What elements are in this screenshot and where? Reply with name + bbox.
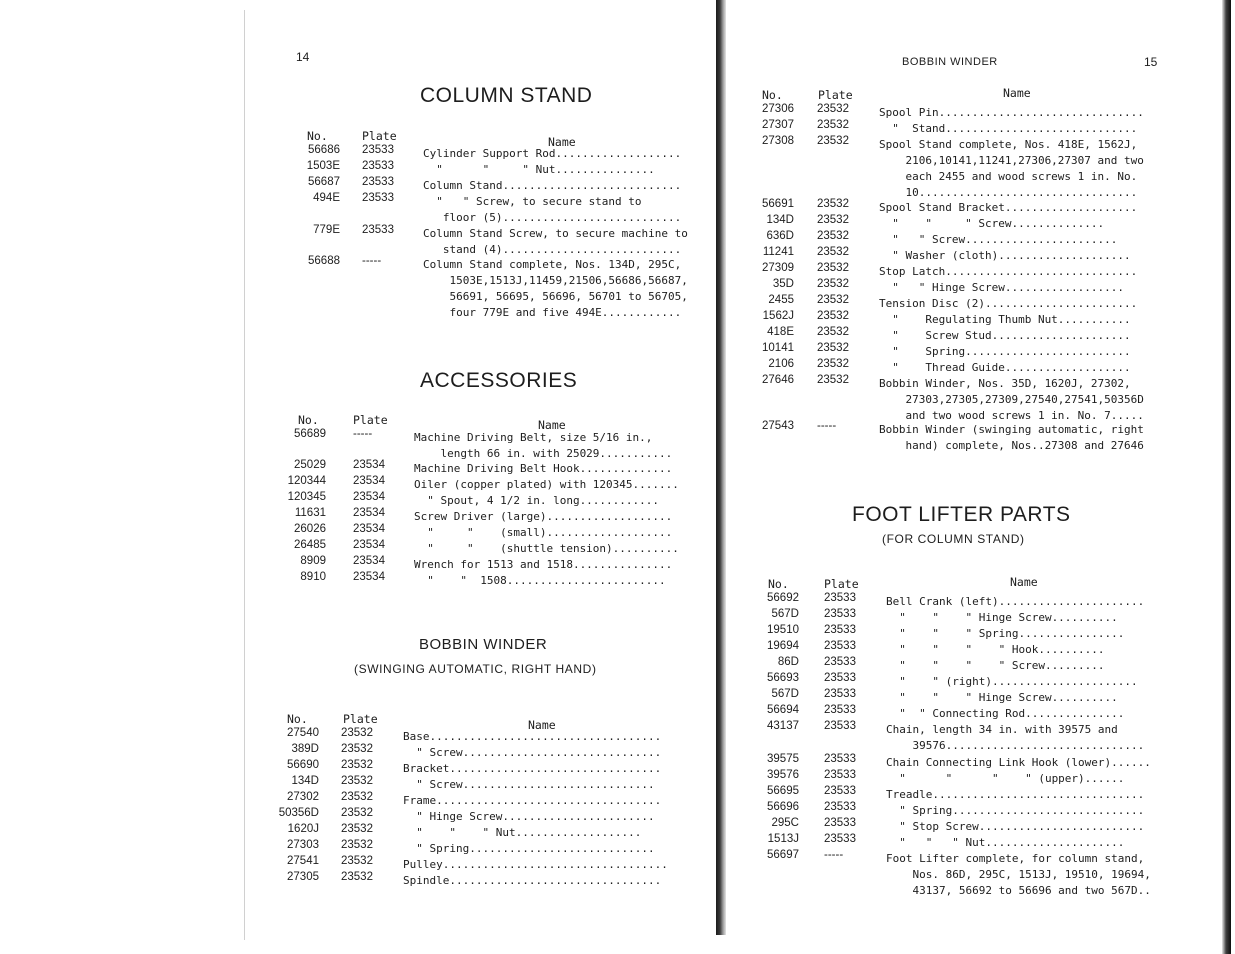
plate-number: 23532 [817, 262, 849, 274]
part-name: Machine Driving Belt Hook.............. [414, 462, 673, 475]
part-number: 120345 [287, 491, 326, 503]
section-title-column-stand: COLUMN STAND [420, 84, 593, 107]
part-number: 43137 [767, 720, 799, 732]
plate-number: 23532 [341, 791, 373, 803]
part-number: 56688 [308, 255, 340, 267]
plate-number: 23532 [817, 342, 849, 354]
part-name: Spool Stand complete, Nos. 418E, 1562J, 2106,10141,11241,27306,27307 and two each 2455 and wood screws 1 in. No. 10................................. [879, 138, 1144, 199]
part-name: " Screw.............................. [403, 746, 662, 759]
part-number: 56694 [767, 704, 799, 716]
plate-number: 23534 [353, 571, 385, 583]
part-name: Pulley.................................. [403, 858, 668, 871]
part-name: Spool Stand Bracket.................... [879, 201, 1138, 214]
part-number: 27543 [762, 420, 794, 432]
part-name: " " " Spring................ [886, 627, 1125, 640]
part-name: " " 1508........................ [414, 574, 666, 587]
part-number: 56695 [767, 785, 799, 797]
part-name: Cylinder Support Rod................... " " " Nut............... [423, 147, 682, 176]
part-name: Machine Driving Belt, size 5/16 in., length 66 in. with 25029........... [414, 431, 673, 460]
part-number: 35D [772, 278, 794, 290]
part-number: 39576 [767, 769, 799, 781]
column-header-plate: Plate [824, 577, 859, 591]
part-number: 2455 [768, 294, 794, 306]
section-subtitle-foot-lifter: (FOR COLUMN STAND) [882, 532, 1025, 546]
plate-number: 23532 [341, 759, 373, 771]
plate-number: 23532 [817, 198, 849, 210]
part-name: Bracket................................ [403, 762, 662, 775]
part-number: 2106 [768, 358, 794, 370]
part-number: 567D [771, 608, 799, 620]
plate-number: 23532 [341, 743, 373, 755]
plate-number: 23532 [341, 823, 373, 835]
part-number: 27306 [762, 103, 794, 115]
page-edge-line [244, 10, 245, 940]
part-name: " Spout, 4 1/2 in. long............ [414, 494, 660, 507]
part-name: " Spring............................ [403, 842, 655, 855]
plate-number: 23533 [824, 785, 856, 797]
plate-number: 23532 [341, 775, 373, 787]
part-name: " " (shuttle tension).......... [414, 542, 679, 555]
part-number: 26026 [294, 523, 326, 535]
plate-number: 23534 [353, 491, 385, 503]
part-name: " Regulating Thumb Nut........... [879, 313, 1131, 326]
plate-number: 23533 [824, 817, 856, 829]
plate-number: 23533 [362, 224, 394, 236]
section-title-foot-lifter: FOOT LIFTER PARTS [852, 503, 1071, 526]
column-header-name: Name [1010, 575, 1038, 589]
part-number: 19694 [767, 640, 799, 652]
part-name: " " " " Hook.......... [886, 643, 1105, 656]
plate-number: 23532 [341, 807, 373, 819]
part-number: 56690 [287, 759, 319, 771]
part-number: 295C [771, 817, 799, 829]
part-name: Chain Connecting Link Hook (lower)...... [886, 756, 1151, 769]
part-number: 1620J [287, 823, 319, 835]
part-name: Wrench for 1513 and 1518............... [414, 558, 673, 571]
plate-number: 23532 [817, 103, 849, 115]
part-name: " " Screw....................... [879, 233, 1118, 246]
part-number: 26485 [294, 539, 326, 551]
part-number: 120344 [287, 475, 326, 487]
part-name: " " " Nut..................... [886, 836, 1125, 849]
part-name: " Screw............................. [403, 778, 655, 791]
plate-number: 23533 [362, 192, 394, 204]
part-name: Tension Disc (2)....................... [879, 297, 1138, 310]
part-number: 56691 [762, 198, 794, 210]
plate-number: 23534 [353, 539, 385, 551]
plate-number: 23533 [824, 688, 856, 700]
column-header-name: Name [528, 718, 556, 732]
plate-number: 23533 [362, 176, 394, 188]
plate-number: 23532 [341, 727, 373, 739]
column-header-name: Name [538, 418, 566, 432]
part-name: Frame.................................. [403, 794, 662, 807]
part-number: 86D [777, 656, 799, 668]
column-header-no: No. [762, 88, 783, 102]
part-name: " Stop Screw......................... [886, 820, 1145, 833]
part-name: " " " " Screw......... [886, 659, 1105, 672]
plate-number: 23533 [824, 801, 856, 813]
part-name: " " (right)...................... [886, 675, 1138, 688]
section-title-accessories: ACCESSORIES [420, 369, 578, 392]
plate-number: 23533 [824, 608, 856, 620]
part-name: Column Stand complete, Nos. 134D, 295C, 1503E,1513J,11459,21506,56686,56687, 56691, 56695, 56696, 56701 to 56705, four 779E and five 494E............ [423, 258, 688, 319]
part-number: 27302 [287, 791, 319, 803]
part-name: Chain, length 34 in. with 39575 and 39576.............................. [886, 723, 1145, 752]
column-header-name: Name [548, 135, 576, 149]
plate-number: 23533 [824, 753, 856, 765]
plate-number: 23533 [824, 624, 856, 636]
section-title-bobbin-winder: BOBBIN WINDER [419, 636, 548, 653]
part-name: Oiler (copper plated) with 120345....... [414, 478, 679, 491]
plate-number: 23532 [817, 246, 849, 258]
column-header-plate: Plate [343, 712, 378, 726]
column-header-no: No. [307, 129, 328, 143]
part-number: 25029 [294, 459, 326, 471]
part-name: Column Stand Screw, to secure machine to stand (4)........................... [423, 227, 688, 256]
plate-number: ----- [362, 255, 382, 267]
part-number: 56692 [767, 592, 799, 604]
part-name: Foot Lifter complete, for column stand, Nos. 86D, 295C, 1513J, 19510, 19694, 43137, 56692 to 56696 and two 567D.. [886, 852, 1151, 897]
plate-number: ----- [824, 849, 844, 861]
part-number: 56696 [767, 801, 799, 813]
column-header-plate: Plate [353, 413, 388, 427]
plate-number: 23533 [824, 704, 856, 716]
plate-number: 23532 [817, 374, 849, 386]
part-name: " " Hinge Screw.................. [879, 281, 1125, 294]
part-number: 494E [313, 192, 340, 204]
part-number: 27308 [762, 135, 794, 147]
column-header-no: No. [287, 712, 308, 726]
part-number: 39575 [767, 753, 799, 765]
part-name: Bobbin Winder, Nos. 35D, 1620J, 27302, 27303,27305,27309,27540,27541,50356D and two wood screws 1 in. No. 7..... [879, 377, 1144, 422]
part-number: 1503E [306, 160, 340, 172]
part-name: Bobbin Winder (swinging automatic, right hand) complete, Nos..27308 and 27646 [879, 423, 1144, 452]
part-number: 418E [767, 326, 794, 338]
part-name: " " " " (upper)...... [886, 772, 1125, 785]
plate-number: 23534 [353, 523, 385, 535]
plate-number: 23534 [353, 555, 385, 567]
plate-number: 23533 [824, 656, 856, 668]
plate-number: 23534 [353, 459, 385, 471]
part-number: 27307 [762, 119, 794, 131]
part-number: 567D [771, 688, 799, 700]
column-header-plate: Plate [362, 129, 397, 143]
part-name: " Stand............................. [879, 122, 1138, 135]
part-number: 56687 [308, 176, 340, 188]
part-number: 27541 [287, 855, 319, 867]
plate-number: 23532 [817, 135, 849, 147]
section-subtitle-bobbin-winder: (SWINGING AUTOMATIC, RIGHT HAND) [354, 662, 597, 676]
part-name: Bell Crank (left)...................... [886, 595, 1145, 608]
part-number: 11241 [762, 246, 794, 258]
part-number: 19510 [767, 624, 799, 636]
part-name: " " " Hinge Screw.......... [886, 691, 1118, 704]
plate-number: 23533 [362, 160, 394, 172]
part-number: 10141 [762, 342, 794, 354]
part-name: " Washer (cloth).................... [879, 249, 1131, 262]
column-header-no: No. [768, 577, 789, 591]
part-name: " Spring......................... [879, 345, 1131, 358]
part-number: 8910 [300, 571, 326, 583]
part-name: " Spring............................. [886, 804, 1145, 817]
part-name: Treadle................................ [886, 788, 1145, 801]
plate-number: 23532 [341, 871, 373, 883]
part-number: 1513J [767, 833, 799, 845]
plate-number: 23534 [353, 507, 385, 519]
plate-number: 23532 [817, 278, 849, 290]
page-number: 15 [1144, 55, 1158, 69]
part-name: Spool Pin............................... [879, 106, 1144, 119]
plate-number: 23532 [341, 855, 373, 867]
part-name: " " " Screw.............. [879, 217, 1105, 230]
plate-number: 23532 [817, 310, 849, 322]
plate-number: 23532 [817, 119, 849, 131]
book-gutter [712, 0, 732, 954]
part-number: 56697 [767, 849, 799, 861]
part-number: 11631 [294, 507, 326, 519]
part-name: " Screw Stud..................... [879, 329, 1131, 342]
plate-number: 23533 [824, 592, 856, 604]
part-number: 50356D [278, 807, 319, 819]
plate-number: 23533 [824, 833, 856, 845]
plate-number: 23532 [817, 358, 849, 370]
plate-number: 23533 [824, 720, 856, 732]
part-name: " Thread Guide................... [879, 361, 1131, 374]
plate-number: ----- [817, 420, 837, 432]
part-name: Column Stand........................... " " Screw, to secure stand to floor (5)........................... [423, 179, 682, 224]
part-number: 56686 [308, 144, 340, 156]
part-name: Screw Driver (large)................... [414, 510, 673, 523]
page-number: 14 [296, 50, 310, 64]
plate-number: 23532 [817, 214, 849, 226]
part-number: 27540 [287, 727, 319, 739]
part-number: 8909 [300, 555, 326, 567]
plate-number: ----- [353, 428, 373, 440]
plate-number: 23533 [824, 672, 856, 684]
part-number: 389D [291, 743, 319, 755]
part-name: " Hinge Screw....................... [403, 810, 655, 823]
right-page [732, 0, 1235, 954]
part-number: 636D [766, 230, 794, 242]
column-header-name: Name [1003, 86, 1031, 100]
page-edge-shadow [1222, 0, 1231, 954]
running-head: BOBBIN WINDER [902, 56, 998, 68]
plate-number: 23532 [817, 294, 849, 306]
part-name: " " " Nut................... [403, 826, 642, 839]
part-number: 27309 [762, 262, 794, 274]
part-number: 134D [291, 775, 319, 787]
plate-number: 23534 [353, 475, 385, 487]
part-name: " " " Hinge Screw.......... [886, 611, 1118, 624]
part-number: 27305 [287, 871, 319, 883]
plate-number: 23532 [341, 839, 373, 851]
part-number: 27303 [287, 839, 319, 851]
part-name: " " Connecting Rod............... [886, 707, 1125, 720]
plate-number: 23533 [824, 769, 856, 781]
part-name: Stop Latch............................. [879, 265, 1138, 278]
part-name: Spindle................................ [403, 874, 662, 887]
plate-number: 23533 [824, 640, 856, 652]
part-number: 56689 [294, 428, 326, 440]
column-header-no: No. [298, 413, 319, 427]
part-name: " " (small)................... [414, 526, 673, 539]
plate-number: 23532 [817, 326, 849, 338]
part-number: 56693 [767, 672, 799, 684]
part-number: 134D [766, 214, 794, 226]
part-number: 27646 [762, 374, 794, 386]
column-header-plate: Plate [818, 88, 853, 102]
part-number: 779E [313, 224, 340, 236]
part-name: Base................................... [403, 730, 662, 743]
plate-number: 23532 [817, 230, 849, 242]
part-number: 1562J [762, 310, 794, 322]
plate-number: 23533 [362, 144, 394, 156]
